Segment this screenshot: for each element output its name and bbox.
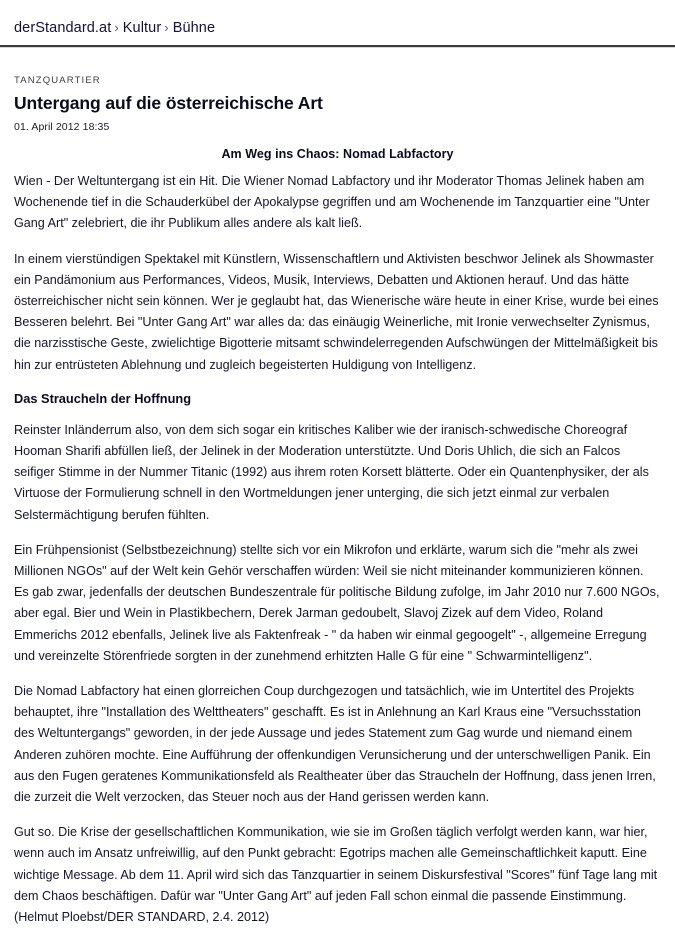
article-paragraph: Gut so. Die Krise der gesellschaftlichen Kommunikation, wie sie im Großen täglich verfolgt werden kann, war hier, wenn auch im Ansatz unfreiwillig, auf den Punkt gebracht: Egotrips machen alle Gemeinschaftlichkeit kaputt. Eine wichtige Message. Ab dem 11. April wird sich das Tanzquartier in seinem Diskursfestival "Scores" fünf Tage lang mit dem Chaos beschäftigen. Dafür war "Unter Gang Art" auf jeden Fall schon einmal die passende Einstimmung. (Helmut Ploebst/DER STANDARD, 2.4. 2012): [14, 825, 658, 925]
image-caption: Am Weg ins Chaos: Nomad Labfactory: [221, 147, 454, 161]
article-subheading: Das Straucheln der Hoffnung: [14, 390, 192, 406]
breadcrumb-item-site[interactable]: derStandard.at: [14, 20, 112, 36]
breadcrumb-item-kultur[interactable]: Kultur: [122, 20, 162, 36]
breadcrumb-bar: [0, 0, 675, 41]
article-paragraph: In einem vierstündigen Spektakel mit Künstlern, Wissenschaftlern und Aktivisten beschwor Jelinek als Showmaster ein Pandämonium aus Performances, Videos, Musik, Interviews, Debatten und Aktionen herauf. Und das hätte österreichischer nicht sein können. Wer je geglaubt hat, das Wienerische wäre heute in einer Krise, wurde bei eines Besseren belehrt. Bei "Unter Gang Art" war alles da: das einäugig Weinerliche, mit Ironie verwechselter Zynismus, die narzisstische Geste, zwielichtige Bigotterie mitsamt schwindelerregenden Aufschwüngen der Mittelmäßigkeit bis hin zur entrüsteten Ablehnung und zugleich begeisterten Huldigung von Intelligenz.: [14, 251, 659, 372]
article-kicker: TANZQUARTIER: [14, 75, 101, 86]
article-timestamp: 01. April 2012 18:35: [14, 121, 110, 133]
article-paragraph: Ein Frühpensionist (Selbstbezeichnung) stellte sich vor ein Mikrofon und erklärte, warum sich die "mehr als zwei Millionen NGOs" auf der Welt kein Gehör verschaffen würden: Weil sie nicht miteinander kommunizieren können. Es gab zwar, jedenfalls der deutschen Bundeszentrale für politische Bildung zufolge, im Jahr 2010 nur 7.600 NGOs, aber egal. Bier und Wein in Plastikbechern, Derek Jarman gedoubelt, Slavoj Zizek auf dem Video, Roland Emmerichs 2012 ebenfalls, Jelinek live als Faktenfreak - " da haben wir einmal gegoogelt" -, allgemeine Erregung und vereinzelte Störenfriede sorgten in der zunehmend erhitzten Halle G für eine " Schwarmintelligenz".: [14, 542, 660, 663]
article-paragraph: Wien - Der Weltuntergang ist ein Hit. Die Wiener Nomad Labfactory und ihr Moderator Thomas Jelinek haben am Wochenende tief in die Schauderkübel der Apokalypse gegriffen und am Wochenende im Tanzquartier eine "Unter Gang Art" zelebriert, die ihr Publikum alles andere als kalt ließ.: [14, 174, 650, 231]
breadcrumb: [14, 19, 675, 37]
breadcrumb-separator-icon: ›: [164, 20, 169, 35]
breadcrumb-item-buehne[interactable]: Bühne: [172, 20, 216, 36]
header-divider: [0, 45, 675, 48]
article-body: [14, 171, 661, 928]
page-title: Untergang auf die österreichische Art: [14, 93, 323, 113]
article-paragraph: Die Nomad Labfactory hat einen glorreichen Coup durchgezogen und tatsächlich, wie im Untertitel des Projekts behauptet, ihre "Installation des Welttheaters" geschafft. Es ist in Anlehnung an Karl Kraus eine "Versuchsstation des Weltuntergangs" geworden, in der jede Aussage und jedes Statement zum Gag wurde und niemand einem Anderen zuhören mochte. Eine Aufführung der offenkundigen Verunsicherung und der unterschwelligen Panik. Ein aus den Fugen geratenes Kommunikationsfeld als Realtheater über das Straucheln der Hoffnung, dass jenen Irren, die zurzeit die Welt verzocken, das Steuer noch aus der Hand gerissen werden kann.: [14, 684, 656, 805]
breadcrumb-separator-icon: ›: [114, 20, 119, 35]
article-paragraph: Reinster Inländerrum also, von dem sich sogar ein kritisches Kaliber wie der iranisch-schwedische Choreograf Hooman Sharifi abfüllen ließ, der Jelinek in der Moderation unterstützte. Und Doris Uhlich, die sich an Falcos seifiger Stimme in der Nummer Titanic (1992) aus ihrem roten Korsett blätterte. Oder ein Quantenphysiker, der als Virtuose der Formulierung schnell in den Wortmeldungen jener unterging, die sich jetzt einmal zur verbalen Selstermächtigung berufen fühlten.: [14, 422, 649, 522]
article: [0, 75, 675, 928]
